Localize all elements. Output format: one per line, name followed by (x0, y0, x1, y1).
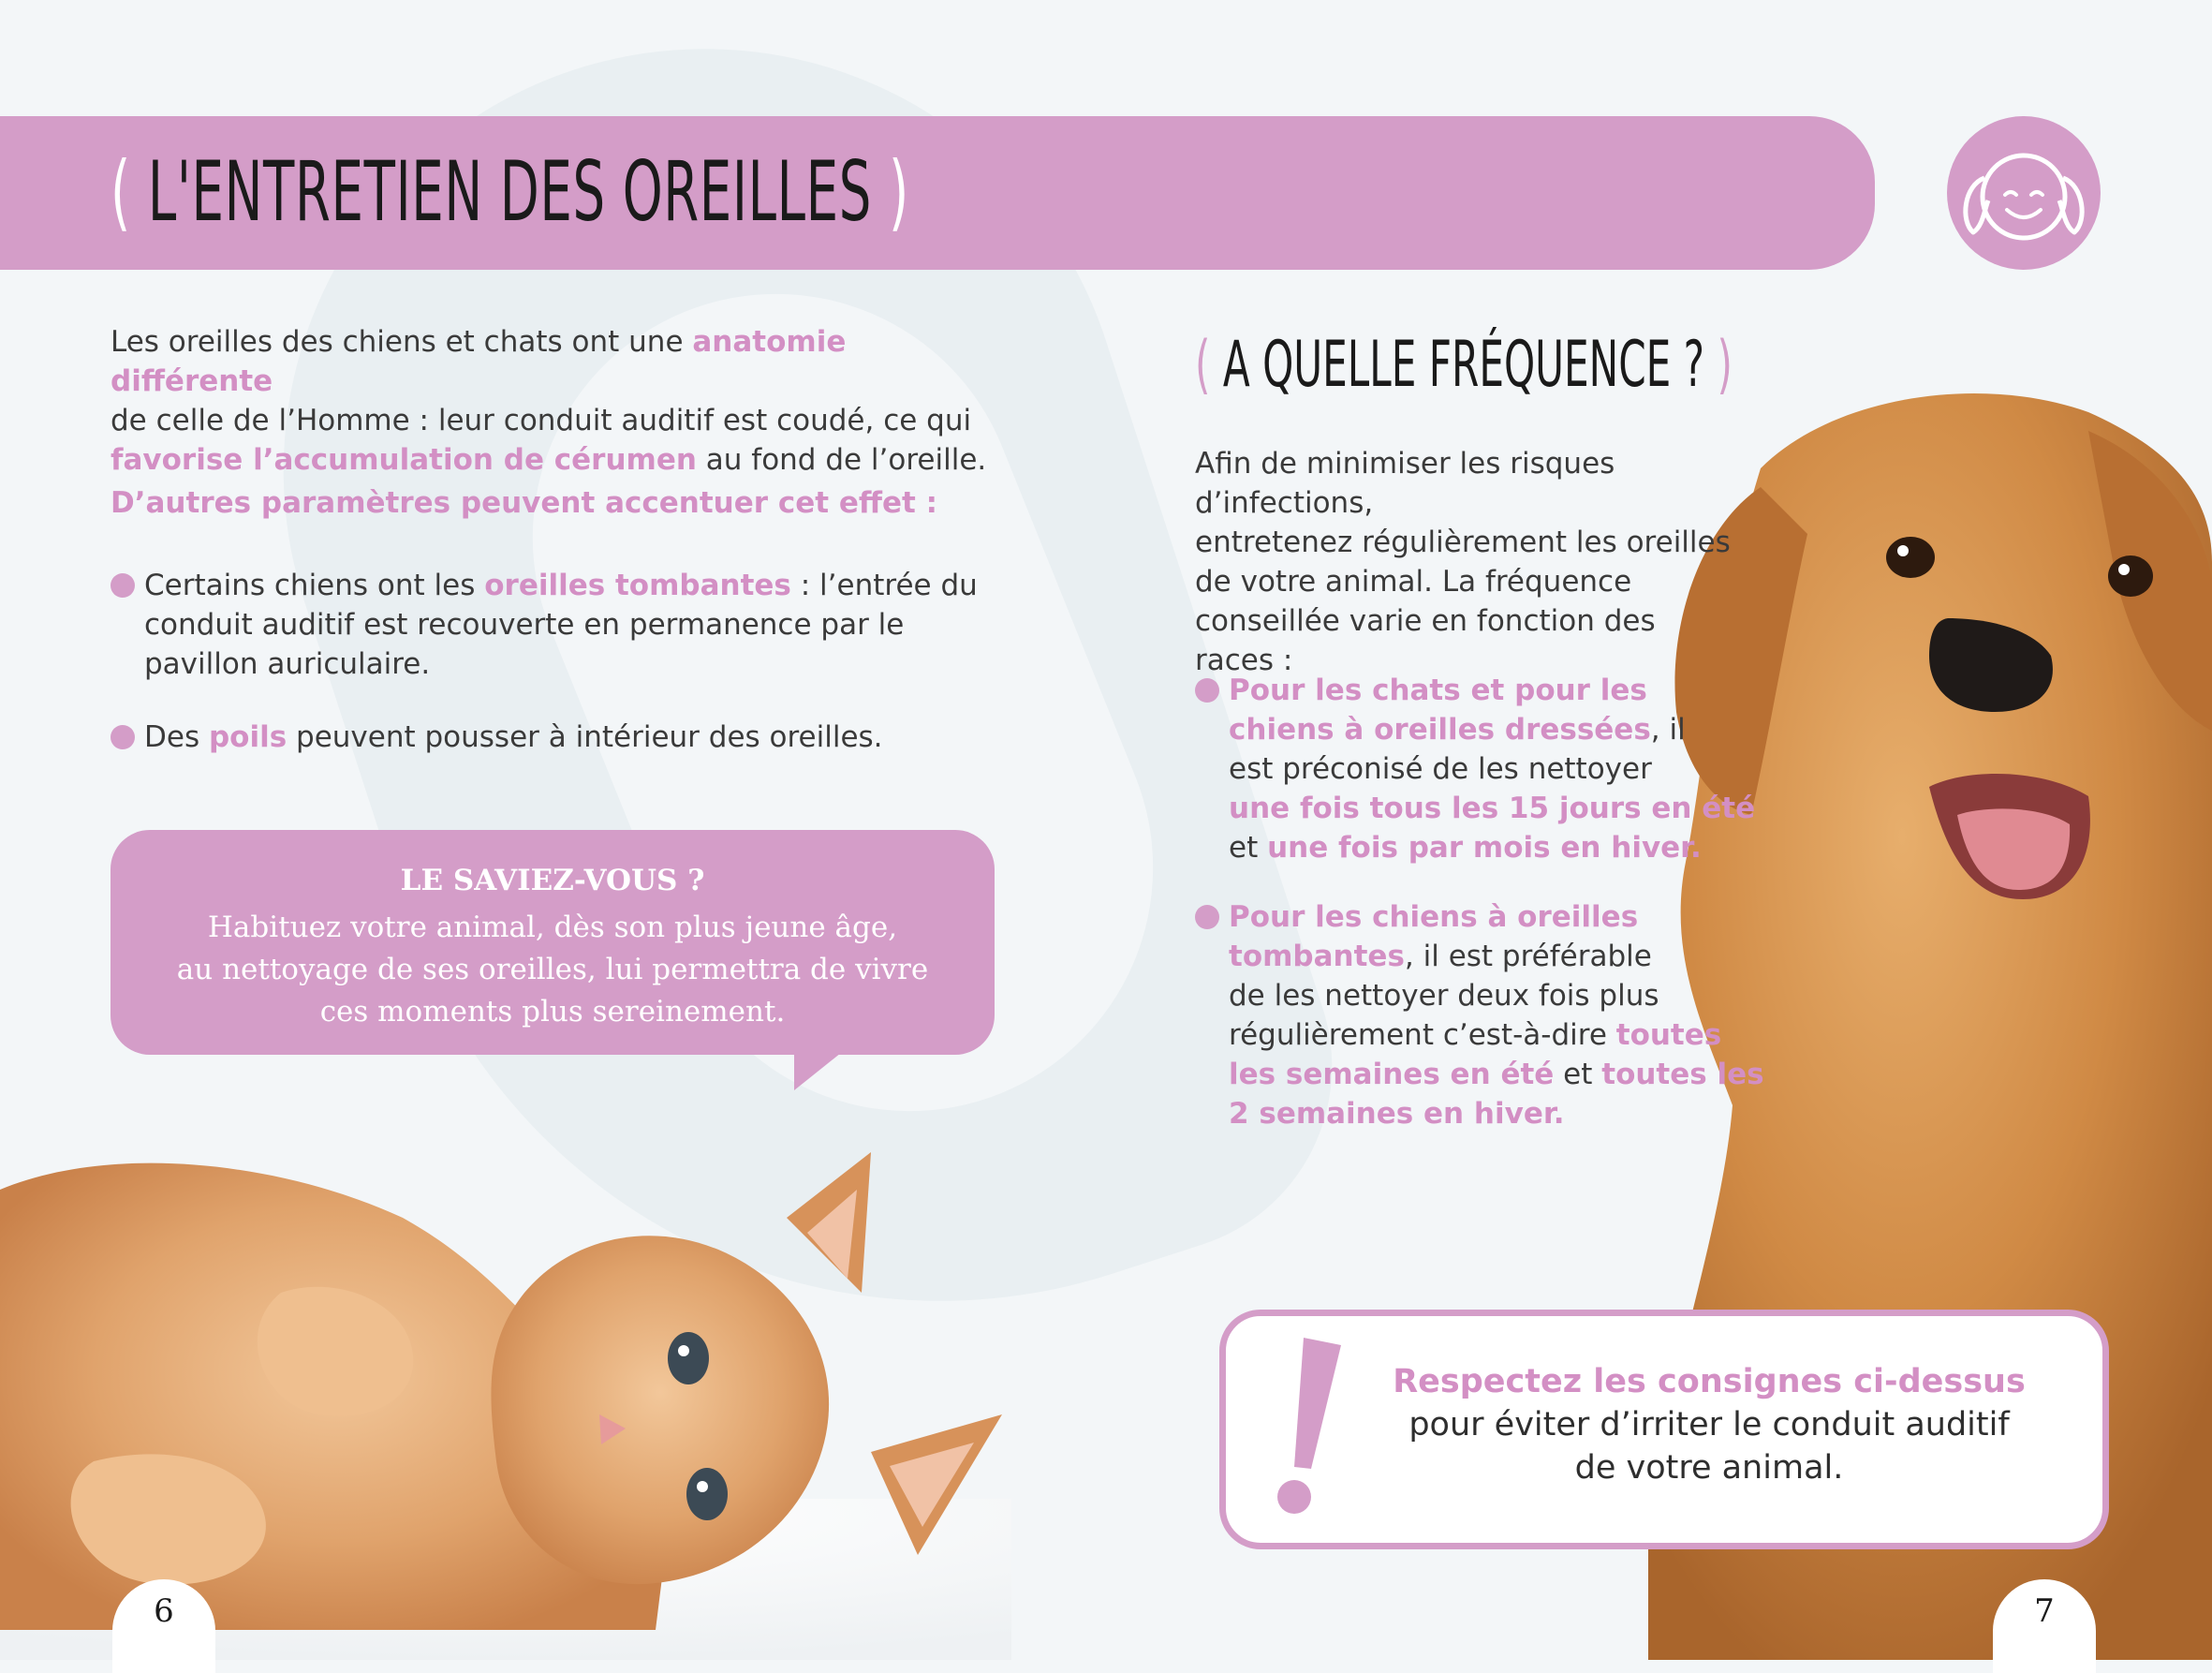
bullet-item (144, 718, 1006, 757)
subtitle-paren-open: ( (1195, 328, 1211, 402)
bullet-dot (111, 573, 135, 598)
frequency-highlight: toutes les (1601, 1058, 1764, 1091)
frequency-text: de les nettoyer deux fois plus (1229, 979, 1659, 1013)
intro-text: de celle de l’Homme : leur conduit auditif est coudé, ce qui (111, 404, 972, 437)
frequency-highlight: une fois tous les 15 jours en été (1229, 792, 1756, 825)
frequency-highlight: Pour les chiens à oreilles (1229, 900, 1639, 934)
tip-bubble (111, 830, 995, 1055)
bullet-highlight: poils (208, 720, 288, 754)
bullet-text: : l’entrée du (790, 569, 978, 602)
subtitle-text: A QUELLE FRÉQUENCE ? (1222, 328, 1705, 402)
bullet-dot (1195, 905, 1219, 929)
frequency-bullet (1229, 897, 1809, 1133)
bullet-dot (111, 725, 135, 749)
frequency-intro (1195, 444, 1776, 680)
intro-highlight: favorise l’accumulation de cérumen (111, 443, 697, 477)
frequency-bullet (1229, 671, 1791, 867)
page-number-left: 6 (154, 1592, 174, 1630)
warning-line: pour éviter d’irriter le conduit auditif (1408, 1406, 2010, 1444)
intro-text: au fond de l’oreille. (696, 443, 987, 477)
frequency-highlight: les semaines en été (1229, 1058, 1555, 1091)
happy-pet-ears-icon (1947, 116, 2101, 270)
frequency-text: races : (1195, 644, 1293, 677)
tip-line: ces moments plus sereinement. (319, 995, 786, 1029)
tip-title: LE SAVIEZ-VOUS ? (400, 864, 705, 897)
frequency-text: Afin de minimiser les risques d’infections, (1195, 447, 1615, 520)
tip-line: au nettoyage de ses oreilles, lui permettra de vivre (176, 953, 929, 986)
title-text: L'ENTRETIEN DES OREILLES (147, 143, 872, 240)
frequency-text: régulièrement c’est-à-dire (1229, 1018, 1616, 1052)
tip-bubble-tail (794, 1053, 841, 1090)
title-paren-open: ( (111, 143, 131, 240)
title-paren-close: ) (888, 143, 909, 240)
intro-highlight: anatomie différente (111, 325, 847, 398)
section-title (1195, 318, 1733, 412)
section-heading: D’autres paramètres peuvent accentuer cet effet : (111, 486, 938, 520)
frequency-text: de votre animal. La fréquence (1195, 565, 1632, 599)
warning-line: de votre animal. (1574, 1449, 1844, 1487)
frequency-highlight: 2 semaines en hiver. (1229, 1097, 1565, 1131)
frequency-highlight: tombantes (1229, 940, 1405, 973)
page-number-right: 7 (2034, 1592, 2055, 1630)
bullet-text: conduit auditif est recouverte en permanence par le (144, 608, 905, 642)
bullet-text: Certains chiens ont les (144, 569, 485, 602)
bullet-item (144, 566, 1006, 684)
bullet-text: Des (144, 720, 209, 754)
warning-text (1377, 1360, 2042, 1489)
exclamation-icon (1266, 1338, 1341, 1516)
kitten-illustration (0, 1105, 1011, 1660)
bullet-text: peuvent pousser à intérieur des oreilles. (287, 720, 883, 754)
frequency-highlight: Pour les chats et pour les (1229, 674, 1647, 707)
frequency-text: conseillée varie en fonction des (1195, 604, 1656, 638)
bullet-dot (1195, 678, 1219, 703)
frequency-text: et (1554, 1058, 1602, 1091)
frequency-text: , il (1650, 713, 1686, 747)
subtitle-paren-close: ) (1717, 328, 1733, 402)
frequency-highlight: toutes (1615, 1018, 1722, 1052)
warning-highlight: Respectez les consignes ci-dessus (1393, 1363, 2026, 1400)
page-title (111, 131, 909, 253)
tip-line: Habituez votre animal, dès son plus jeune âge, (207, 911, 898, 944)
frequency-highlight: une fois par mois en hiver. (1267, 831, 1702, 865)
frequency-text: , il est préférable (1404, 940, 1652, 973)
frequency-text: est préconisé de les nettoyer (1229, 752, 1652, 786)
intro-paragraph (111, 322, 1010, 480)
bullet-text: pavillon auriculaire. (144, 647, 431, 681)
tip-text (111, 907, 995, 1033)
intro-text: Les oreilles des chiens et chats ont une (111, 325, 693, 359)
frequency-text: entretenez régulièrement les oreilles (1195, 526, 1731, 559)
bullet-highlight: oreilles tombantes (484, 569, 791, 602)
frequency-highlight: chiens à oreilles dressées (1229, 713, 1651, 747)
frequency-text: et (1229, 831, 1268, 865)
